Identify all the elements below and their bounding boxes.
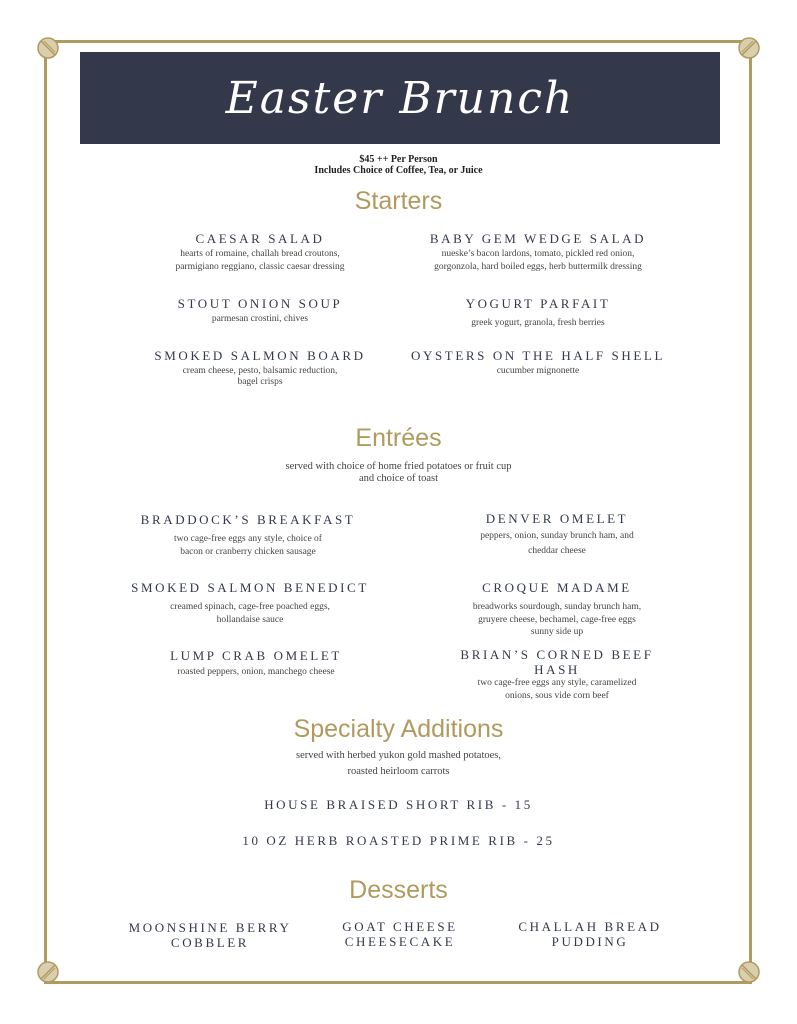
ornament-icon (36, 960, 60, 984)
menu-item (110, 231, 410, 273)
item-desc-line: nueske’s bacon lardons, tomato, pickled red onion, (441, 249, 635, 259)
item-desc (98, 533, 398, 558)
item-desc (407, 677, 707, 702)
specialty-note-line: served with herbed yukon gold mashed potatoes, (296, 750, 501, 761)
item-desc (388, 248, 688, 273)
title-banner (80, 52, 720, 144)
item-desc (388, 317, 688, 330)
item-desc-line: bagel crisps (237, 376, 283, 387)
item-desc-line: peppers, onion, sunday brunch ham, and (480, 531, 634, 541)
entrees-note-line: served with choice of home fried potatoes or fruit cup (285, 461, 512, 472)
item-name-line: CHEESECAKE (344, 934, 456, 949)
item-desc (388, 365, 688, 378)
menu-item (106, 648, 406, 679)
item-desc-line: two cage-free eggs any style, choice of (174, 534, 322, 544)
item-desc-line: gorgonzola, hard boiled eggs, herb buttermilk dressing (434, 261, 642, 272)
item-name-line: MOONSHINE BERRY (128, 920, 292, 935)
ornament-icon (737, 36, 761, 60)
menu-item (388, 296, 688, 330)
item-desc (100, 601, 400, 626)
item-desc-line: breadworks sourdough, sunday brunch ham, (472, 602, 642, 612)
item-desc (407, 601, 707, 639)
item-desc (110, 313, 410, 326)
item-name-line: HASH (534, 662, 580, 677)
item-desc-line: two cage-free eggs any style, caramelized (477, 678, 637, 688)
menu-item (100, 580, 400, 626)
item-name: BRADDOCK’S BREAKFAST (140, 512, 356, 527)
item-name-line: CHALLAH BREAD (518, 919, 662, 934)
item-name (407, 647, 707, 677)
item-desc-line: creamed spinach, cage-free poached eggs, (170, 602, 330, 612)
item-desc (407, 530, 707, 557)
item-name-line: COBBLER (170, 935, 250, 950)
item-name: CROQUE MADAME (482, 580, 632, 595)
item-desc-line: greek yogurt, granola, fresh berries (471, 318, 605, 328)
item-desc-line: hollandaise sauce (216, 614, 284, 625)
entrees-note-line: and choice of toast (358, 473, 438, 484)
item-desc (106, 666, 406, 679)
item-name: LUMP CRAB OMELET (170, 648, 342, 663)
ornament-icon (36, 36, 60, 60)
item-name: YOGURT PARFAIT (465, 296, 611, 311)
section-title-desserts: Desserts (349, 876, 448, 904)
dessert-item (300, 919, 500, 949)
specialty-note-line: roasted heirloom carrots (347, 766, 450, 777)
item-name: DENVER OMELET (485, 511, 629, 526)
menu-item (388, 348, 688, 378)
item-desc-line: hearts of romaine, challah bread croutons, (180, 249, 340, 259)
price-block (0, 154, 797, 176)
menu-item (110, 348, 410, 388)
menu-item (110, 296, 410, 326)
item-desc-line: parmigiano reggiano, classic caesar dressing (175, 261, 345, 272)
item-desc-line: parmesan crostini, chives (211, 314, 309, 324)
entrees-note (0, 461, 797, 485)
menu-item (98, 512, 398, 558)
section-title-entrees: Entrées (355, 424, 442, 452)
item-name: OYSTERS ON THE HALF SHELL (411, 348, 665, 363)
dessert-item (490, 919, 690, 949)
section-title-starters: Starters (354, 187, 443, 215)
menu-item (388, 231, 688, 273)
item-name: SMOKED SALMON BOARD (154, 348, 366, 363)
item-desc-line: sunny side up (530, 627, 584, 637)
item-desc-line: roasted peppers, onion, manchego cheese (177, 667, 335, 677)
menu-item (407, 511, 707, 557)
item-desc-line: gruyere cheese, bechamel, cage-free eggs (478, 614, 636, 625)
item-name-line: BRIAN’S CORNED BEEF (460, 647, 654, 662)
item-desc-line: bacon or cranberry chicken sausage (180, 546, 316, 557)
item-name: CAESAR SALAD (195, 231, 325, 246)
item-name: STOUT ONION SOUP (177, 296, 343, 311)
price-text: $45 ++ Per Person (359, 154, 438, 165)
menu-item (407, 580, 707, 639)
item-desc-line: onions, sous vide corn beef (505, 690, 609, 701)
menu-item (407, 647, 707, 702)
specialty-item: 10 OZ HERB ROASTED PRIME RIB - 25 (242, 833, 555, 848)
ornament-icon (737, 960, 761, 984)
item-desc-line: cucumber mignonette (496, 366, 580, 376)
item-name: BABY GEM WEDGE SALAD (429, 231, 647, 246)
menu-title: Easter Brunch (225, 72, 575, 124)
item-name-line: GOAT CHEESE (342, 919, 458, 934)
dessert-item (110, 920, 310, 950)
specialty-item: HOUSE BRAISED SHORT RIB - 15 (264, 797, 533, 812)
item-desc-line: cream cheese, pesto, balsamic reduction, (182, 366, 338, 376)
item-name-line: PUDDING (551, 934, 629, 949)
item-desc (110, 248, 410, 273)
specialty-note (0, 748, 797, 780)
includes-text: Includes Choice of Coffee, Tea, or Juice (314, 165, 483, 176)
item-desc-line: cheddar cheese (528, 545, 586, 556)
item-desc (110, 365, 410, 388)
section-title-specialty: Specialty Additions (293, 715, 504, 743)
item-name: SMOKED SALMON BENEDICT (131, 580, 369, 595)
